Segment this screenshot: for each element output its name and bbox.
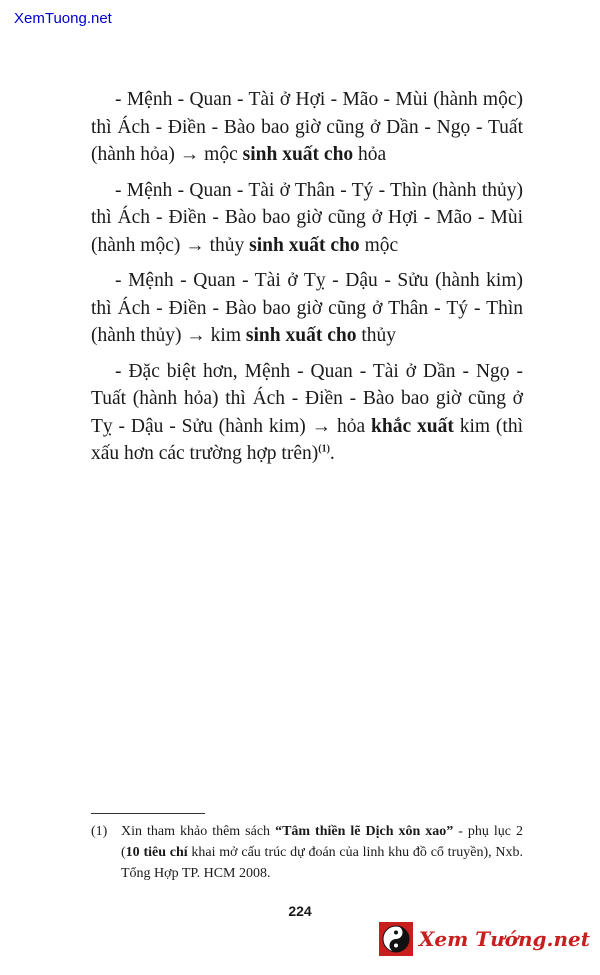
- footnote-marker: (1): [91, 824, 108, 839]
- paragraph-text: - Mệnh - Quan - Tài ở Thân - Tý - Thìn (hành thủy) thì Ách - Điền - Bào bao giờ cũng ở Hợi - Mão - Mùi (hành mộc) → thủy: [91, 179, 523, 256]
- paragraph-text: thủy: [356, 325, 396, 346]
- paragraph-1: [91, 86, 523, 169]
- paragraph-text: hỏa: [353, 144, 387, 165]
- paragraph-4: [91, 358, 523, 468]
- footnote-book-title: “Tâm thiền lẽ Dịch xôn xao”: [275, 824, 454, 839]
- paragraph-emphasis: sinh xuất cho: [249, 234, 360, 256]
- footnote-text: khai mở cấu trúc dự đoán của linh khu đồ cổ truyền), Nxb. Tổng Hợp TP. HCM 2008.: [121, 845, 523, 881]
- paragraph-text: .: [329, 443, 335, 464]
- site-watermark: XemTuong.net: [14, 10, 112, 27]
- paragraph-emphasis: sinh xuất cho: [245, 325, 357, 346]
- paragraph-text: - Mệnh - Quan - Tài ở Tỵ - Dậu - Sửu (hành kim) thì Ách - Điền - Bào bao giờ cũng ở Thân - Tý - Thìn (hành thủy) → kim: [91, 270, 523, 346]
- footnote: [91, 821, 523, 884]
- paragraph-text: - Mệnh - Quan - Tài ở Hợi - Mão - Mùi (hành mộc) thì Ách - Điền - Bào bao giờ cũng ở Dần - Ngọ - Tuất (hành hỏa) → mộc: [91, 89, 523, 165]
- footnote-emphasis: 10 tiêu chí: [125, 845, 188, 860]
- footnote-text: - phụ lục 2 (: [121, 824, 524, 860]
- paragraph-2: [91, 177, 523, 260]
- paragraph-text: kim (thì xấu hơn các trường hợp trên): [91, 415, 524, 464]
- footnote-reference[interactable]: (1): [318, 443, 330, 455]
- paragraph-3: [91, 267, 523, 350]
- paragraph-text: mộc: [359, 234, 399, 256]
- paragraph-emphasis: khắc xuất: [371, 415, 454, 437]
- yin-yang-icon: [379, 922, 413, 956]
- main-text: [91, 86, 523, 476]
- footnote-divider: [91, 813, 205, 814]
- paragraph-text: - Đặc biệt hơn, Mệnh - Quan - Tài ở Dần - Ngọ - Tuất (hành hỏa) thì Ách - Điền - Bào bao giờ cũng ở Tỵ - Dậu - Sửu (hành kim) → hỏa: [91, 360, 523, 437]
- brand-logo[interactable]: [379, 921, 590, 957]
- paragraph-emphasis: sinh xuất cho: [242, 144, 354, 165]
- page-number: 224: [288, 903, 312, 919]
- footnote-text: Xin tham khảo thêm sách: [121, 824, 276, 839]
- brand-text: Xem Tướng.net: [418, 927, 590, 951]
